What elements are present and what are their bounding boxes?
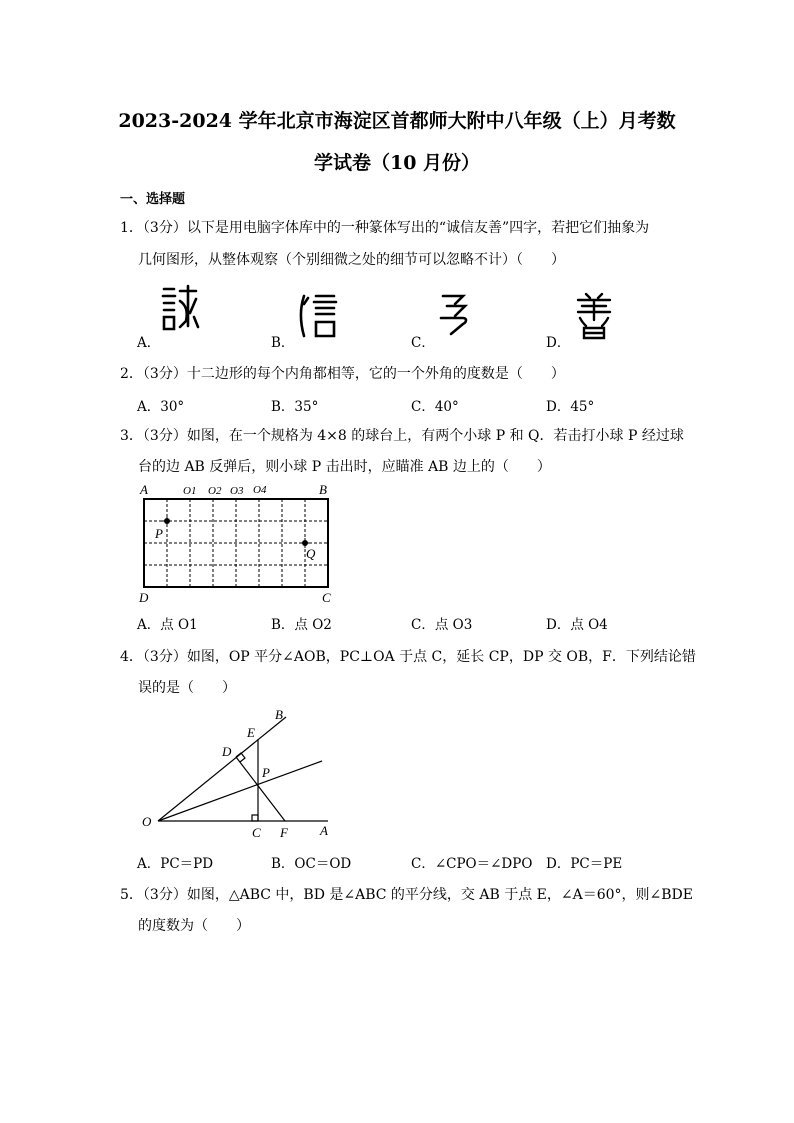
q3-label-p: P [155, 526, 163, 541]
q1-option-b[interactable]: B． [271, 335, 295, 351]
q4-right-angle-c [252, 815, 258, 821]
q3-option-c[interactable]: C．点 O3 [411, 617, 473, 633]
q3-option-a[interactable]: A．点 O1 [137, 617, 198, 633]
q1-option-a[interactable]: A． [137, 335, 161, 351]
q4-option-a[interactable]: A．PC＝PD [137, 856, 214, 872]
q3-billiard-figure [136, 480, 346, 608]
section-heading: 一、选择题 [120, 192, 186, 207]
q3-label-o3: O3 [230, 485, 244, 497]
q4-stem-line1: 4．（3分）如图，OP 平分∠AOB，PC⊥OA 于点 C，延长 CP，DP 交 OB，F．下列结论错 [120, 649, 696, 665]
q4-label-a: A [320, 823, 328, 838]
q4-angle-figure [138, 703, 338, 843]
q3-label-o2: O2 [208, 485, 222, 497]
q4-label-d: D [222, 744, 232, 759]
q4-label-c: C [252, 825, 261, 840]
q2-option-b[interactable]: B．35° [271, 399, 319, 415]
q3-option-d[interactable]: D．点 O4 [546, 617, 608, 633]
q3-stem-line2: 台的边 AB 反弹后，则小球 P 击出时，应瞄准 AB 边上的（ ） [138, 459, 551, 475]
q3-label-d: D [139, 590, 149, 605]
q3-label-o4: O4 [253, 484, 267, 496]
q3-option-b[interactable]: B．点 O2 [271, 617, 332, 633]
page-title-line2: 学试卷（10 月份） [313, 152, 481, 174]
q3-label-o1: O1 [183, 485, 197, 497]
q4-label-p: P [262, 765, 270, 780]
q2-option-a[interactable]: A．30° [137, 399, 185, 415]
q4-label-f: F [280, 825, 288, 840]
q4-stem-line2: 误的是（ ） [138, 680, 236, 696]
q1-option-d[interactable]: D． [546, 335, 571, 351]
q1-option-c[interactable]: C． [411, 335, 435, 351]
q3-ball-p [162, 516, 172, 526]
q1-glyph-shan [574, 292, 614, 340]
q3-label-c: C [322, 590, 331, 605]
q3-label-a: A [140, 482, 148, 497]
q2-stem-line1: 2．（3分）十二边形的每个内角都相等，它的一个外角的度数是（ ） [120, 366, 565, 382]
q1-stem-line2: 几何图形，从整体观察（个别细微之处的细节可以忽略不计）（ ） [138, 252, 565, 268]
q2-option-c[interactable]: C．40° [411, 399, 459, 415]
q1-glyph-xin [298, 292, 340, 340]
q4-ray-op [158, 761, 322, 821]
q5-stem-line1: 5．（3分）如图，△ABC 中，BD 是∠ABC 的平分线，交 AB 于点 E，∠A＝60°，则∠BDE [120, 887, 694, 903]
q3-stem-line1: 3．（3分）如图，在一个规格为 4×8 的球台上，有两个小球 P 和 Q．若击打小球 P 经过球 [120, 428, 684, 444]
q1-glyph-cheng [160, 283, 200, 333]
q3-label-b: B [319, 482, 327, 497]
q4-label-o: O [142, 814, 152, 829]
q3-label-q: Q [306, 546, 316, 561]
page-title-line1: 2023-2024 学年北京市海淀区首都师大附中八年级（上）月考数 [118, 110, 676, 132]
q4-label-b: B [275, 707, 283, 722]
q4-option-c[interactable]: C．∠CPO＝∠DPO [411, 856, 533, 872]
q2-option-d[interactable]: D．45° [546, 399, 595, 415]
q4-option-d[interactable]: D．PC＝PE [546, 856, 623, 872]
q4-label-e: E [247, 725, 255, 740]
q5-stem-line2: 的度数为（ ） [138, 918, 250, 934]
q4-option-b[interactable]: B．OC＝OD [271, 856, 352, 872]
q4-segment-df [236, 757, 285, 821]
q1-glyph-you [437, 292, 473, 336]
q1-stem-line1: 1．（3分）以下是用电脑字体库中的一种篆体写出的“诚信友善”四字，若把它们抽象为 [120, 220, 650, 236]
